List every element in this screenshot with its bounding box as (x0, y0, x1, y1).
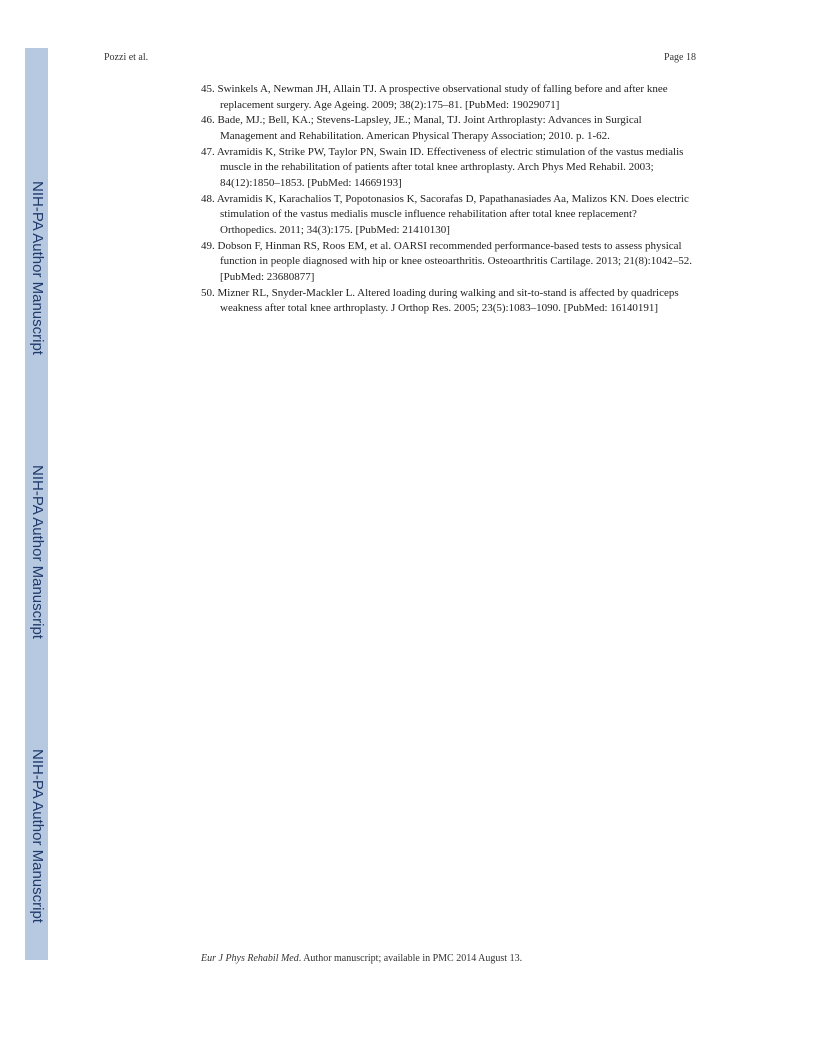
page-number: Page 18 (664, 52, 696, 63)
footer-availability-text: . Author manuscript; available in PMC 2014 August 13. (298, 953, 523, 964)
running-header-author: Pozzi et al. (104, 52, 149, 63)
reference-item: 50. Mizner RL, Snyder-Mackler L. Altered loading during walking and sit-to-stand is affected by quadriceps weakness after total knee arthroplasty. J Orthop Res. 2005; 23(5):1083–1090. [PubMed: 16140191] (201, 286, 679, 315)
sidebar-watermark-label: NIH-PA Author Manuscript (28, 181, 46, 355)
footer-journal-name: Eur J Phys Rehabil Med (201, 953, 299, 964)
sidebar-watermark-label: NIH-PA Author Manuscript (28, 465, 46, 639)
page-footer (201, 953, 522, 964)
reference-item: 46. Bade, MJ.; Bell, KA.; Stevens-Lapsley, JE.; Manal, TJ. Joint Arthroplasty: Advances in Surgical Management and Rehabilitation. American Physical Therapy Association; 2010. p. 1-62. (201, 114, 642, 142)
reference-item: 45. Swinkels A, Newman JH, Allain TJ. A prospective observational study of falling before and after knee replacement surgery. Age Ageing. 2009; 38(2):175–81. [PubMed: 19029071] (201, 83, 668, 111)
reference-item: 49. Dobson F, Hinman RS, Roos EM, et al. OARSI recommended performance-based tests to assess physical function in people diagnosed with hip or knee osteoarthritis. Osteoarthritis Cartilage. 2013; 21(8):1042–52. [PubMed: 23680877] (201, 239, 692, 283)
reference-list (201, 82, 696, 317)
reference-item: 47. Avramidis K, Strike PW, Taylor PN, Swain ID. Effectiveness of electric stimulation of the vastus medialis muscle in the rehabilitation of patients after total knee arthroplasty. Arch Phys Med Rehabil. 2003; 84(12):1850–1853. [PubMed: 14669193] (201, 145, 684, 189)
nih-pa-sidebar (25, 48, 48, 960)
reference-item: 48. Avramidis K, Karachalios T, Popotonasios K, Sacorafas D, Papathanasiades Aa, Malizos KN. Does electric stimulation of the vastus medialis muscle influence rehabilitation after total knee replacement? Orthopedics. 2011; 34(3):175. [PubMed: 21410130] (201, 192, 689, 236)
sidebar-watermark-label: NIH-PA Author Manuscript (28, 749, 46, 923)
